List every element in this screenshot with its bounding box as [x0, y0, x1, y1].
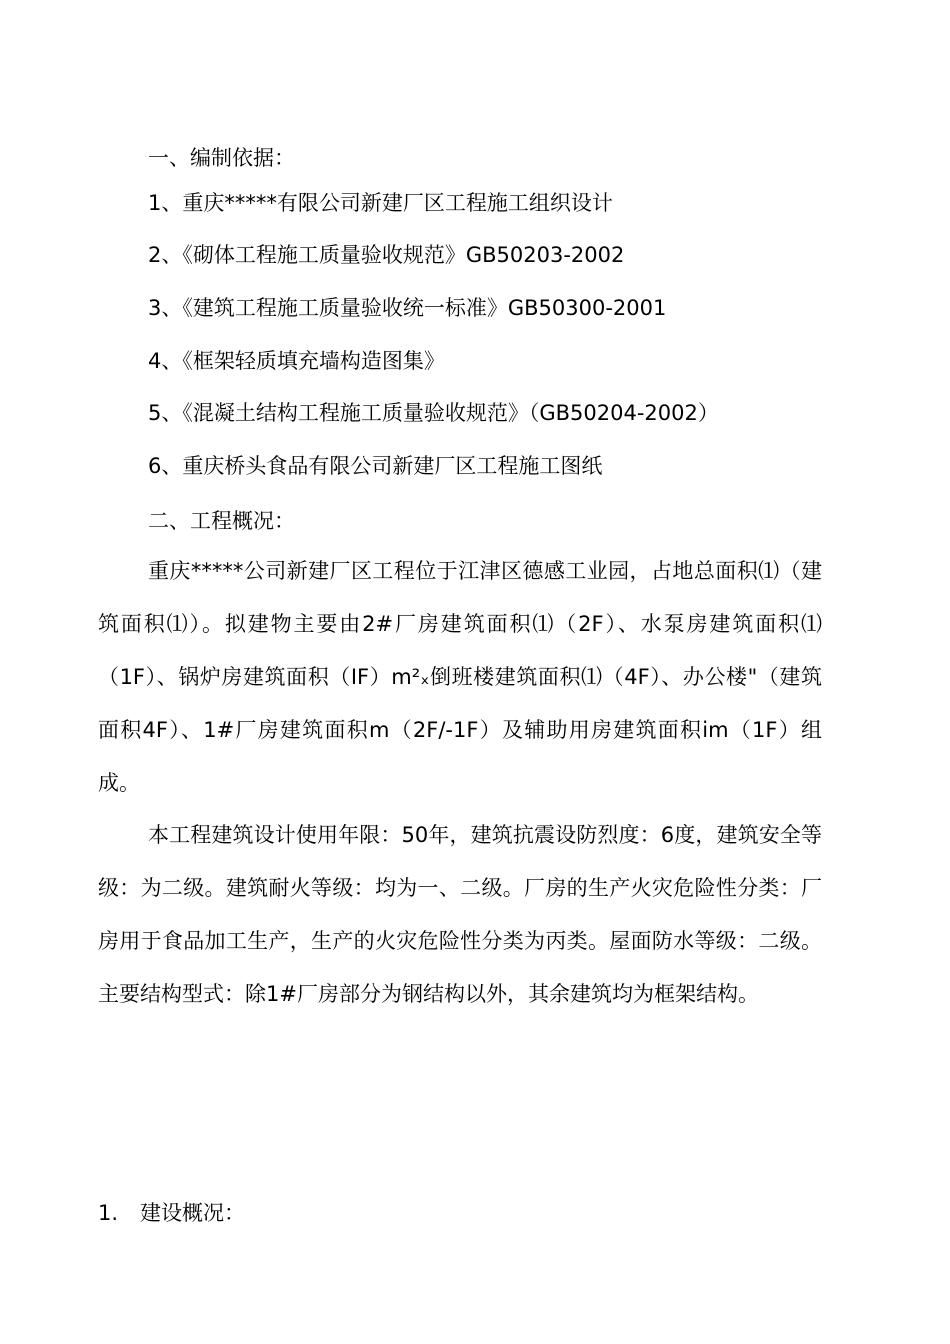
basis-item-5: 5、《混凝土结构工程施工质量验收规范》（GB50204-2002） — [148, 401, 719, 425]
subsection-number: 1. — [98, 1201, 119, 1225]
basis-item-1: 1、重庆*****有限公司新建厂区工程施工组织设计 — [148, 191, 613, 215]
basis-item-2: 2、《砌体工程施工质量验收规范》GB50203-2002 — [148, 243, 625, 267]
overview-paragraph-1: 重庆*****公司新建厂区工程位于江津区德感工业园，占地总面积⑴（建筑面积⑴）。拟建物主要由2#厂房建筑面积⑴（2F）、水泵房建筑面积⑴（1F）、锅炉房建筑面积（IF）m²ₓ倒班楼建筑面积⑴（4F）、办公楼"（建筑面积4F）、1#厂房建筑面积m（2F/-1F）及辅助用房建筑面积im（1F）组成。 — [98, 559, 822, 795]
basis-item-6: 6、重庆桥头食品有限公司新建厂区工程施工图纸 — [148, 454, 603, 478]
section-heading-basis: 一、编制依据： — [148, 146, 295, 170]
subsection-heading — [98, 1199, 245, 1227]
basis-item-4: 4、《框架轻质填充墙构造图集》 — [148, 349, 445, 373]
basis-item-3: 3、《建筑工程施工质量验收统一标准》GB50300-2001 — [148, 296, 667, 320]
subsection-title: 建设概况： — [140, 1201, 245, 1225]
section-heading-overview: 二、工程概况： — [148, 509, 295, 533]
overview-paragraph-2: 本工程建筑设计使用年限：50年，建筑抗震设防烈度：6度，建筑安全等级：为二级。建筑耐火等级：均为一、二级。厂房的生产火灾危险性分类：厂房用于食品加工生产，生产的火灾危险性分类为丙类。屋面防水等级：二级。主要结构型式：除1#厂房部分为钢结构以外，其余建筑均为框架结构。 — [98, 823, 822, 1006]
